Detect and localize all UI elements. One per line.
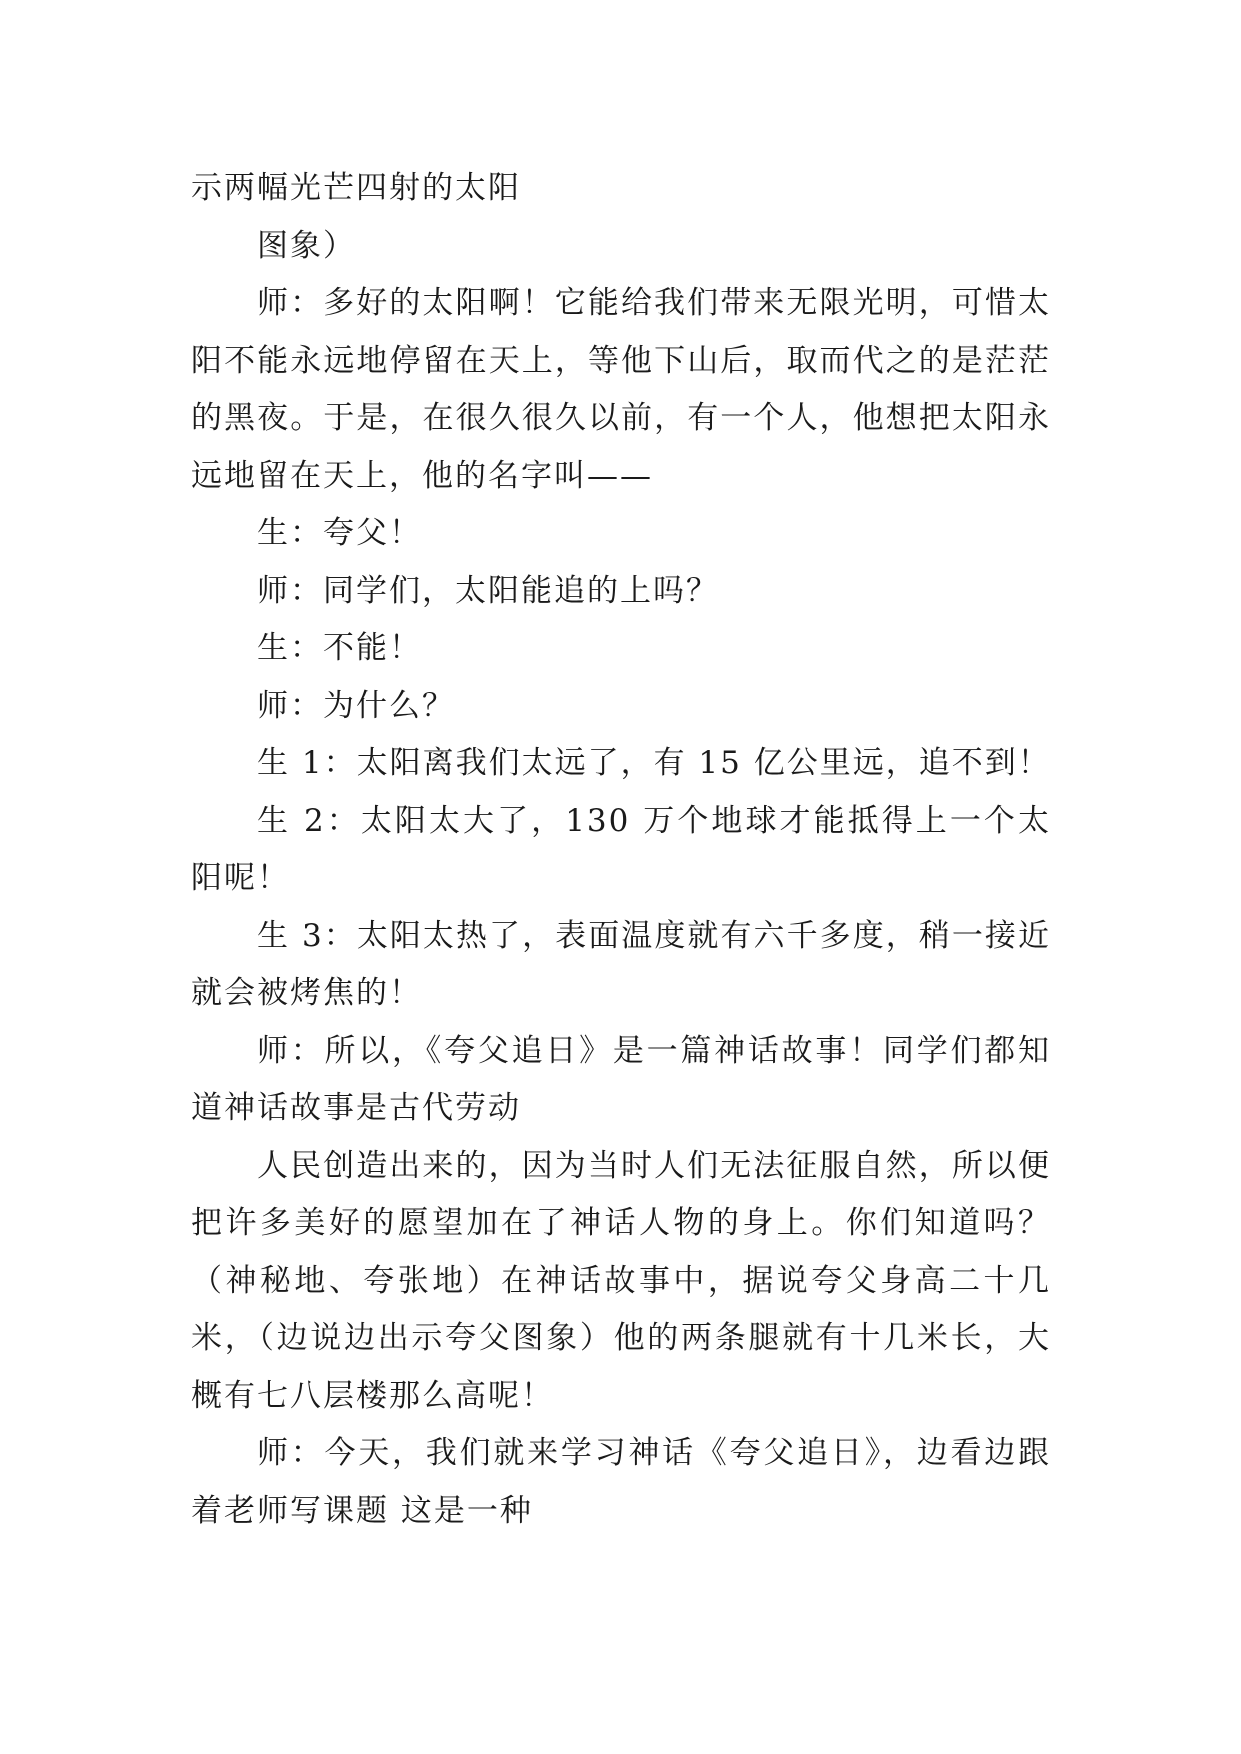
paragraph: 图象）: [257, 227, 356, 264]
paragraph: 师：为什么？: [257, 687, 455, 724]
paragraph: 师：同学们，太阳能追的上吗？: [257, 572, 719, 609]
paragraph: 生：夸父！: [257, 515, 422, 551]
paragraph: 生 3：太阳太热了，表面温度就有六千多度，稍一接近就会被烤焦的！: [191, 917, 1051, 1011]
paragraph: 人民创造出来的，因为当时人们无法征服自然，所以便把许多美好的愿望加在了神话人物的身上。你们知道吗？（神秘地、夸张地）在神话故事中，据说夸父身高二十几米，（边说边出示夸父图象）他的两条腿就有十几米长，大概有七八层楼那么高呢！: [191, 1147, 1051, 1414]
paragraph: 示两幅光芒四射的太阳: [191, 170, 521, 206]
document-body: [191, 160, 1051, 1540]
paragraph: 师：今天，我们就来学习神话《夸父追日》，边看边跟着老师写课题 这是一种: [191, 1435, 1051, 1529]
paragraph: 师：所以，《夸父追日》是一篇神话故事！同学们都知道神话故事是古代劳动: [191, 1032, 1051, 1126]
paragraph: 生 2：太阳太大了，130 万个地球才能抵得上一个太阳呢！: [191, 802, 1051, 896]
paragraph: 师：多好的太阳啊！它能给我们带来无限光明，可惜太阳不能永远地停留在天上，等他下山后，取而代之的是茫茫的黑夜。于是，在很久很久以前，有一个人，他想把太阳永远地留在天上，他的名字叫——: [191, 285, 1051, 494]
paragraph: 生：不能！: [257, 630, 422, 666]
paragraph: 生 1：太阳离我们太远了，有 15 亿公里远，追不到！: [257, 745, 1051, 781]
